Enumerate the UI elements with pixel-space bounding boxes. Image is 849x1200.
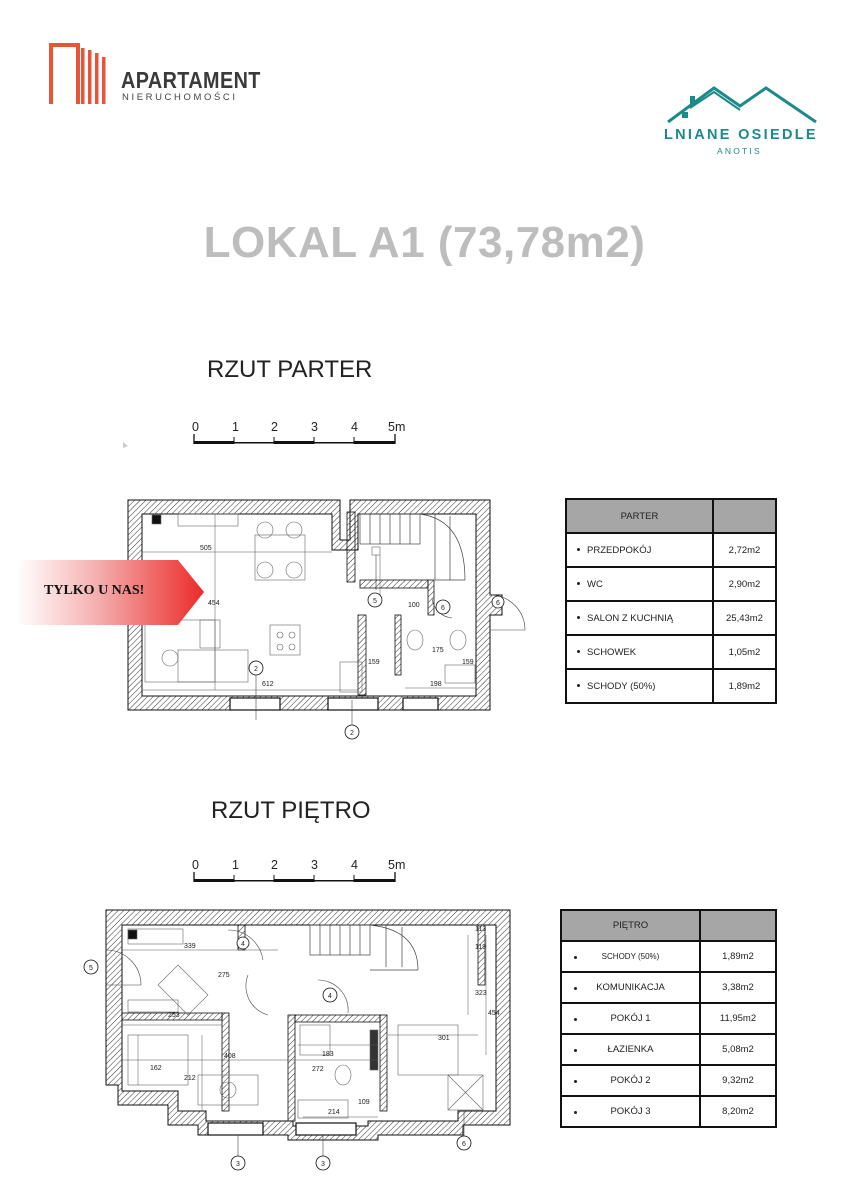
room-name: SALON Z KUCHNIĄ — [587, 612, 674, 624]
table-row — [566, 533, 776, 567]
table-header-empty — [700, 910, 776, 941]
table-header: PIĘTRO — [561, 910, 700, 941]
table-row — [561, 1034, 776, 1065]
table-row — [566, 567, 776, 601]
parter-dim: 612 — [262, 681, 274, 688]
parter-dim: 454 — [208, 600, 220, 607]
parter-marker: 2 — [254, 666, 258, 673]
pietro-dim: 454 — [488, 1010, 500, 1017]
page-title: LOKAL A1 (73,78m2) — [203, 218, 646, 267]
scale-label: 4 — [351, 858, 358, 872]
parter-dim: 159 — [368, 659, 380, 666]
promo-badge — [16, 560, 206, 625]
pietro-dim: 301 — [438, 1035, 450, 1042]
pietro-dim: 253 — [168, 1012, 180, 1019]
bullet-icon — [577, 616, 580, 619]
room-area: 2,72m2 — [713, 533, 776, 567]
bullet-icon — [574, 1018, 577, 1021]
table-row — [566, 635, 776, 669]
pietro-dim: 272 — [312, 1066, 324, 1073]
scale-label: 3 — [311, 858, 318, 872]
parter-marker: 2 — [350, 730, 354, 737]
pietro-marker: 6 — [462, 1141, 466, 1148]
table-row — [561, 1065, 776, 1096]
room-name: SCHOWEK — [587, 646, 637, 658]
room-area: 3,38m2 — [700, 972, 776, 1003]
parter-marker: 6 — [496, 600, 500, 607]
bullet-icon — [574, 956, 577, 959]
table-row — [566, 669, 776, 703]
bullet-icon — [577, 548, 580, 551]
scale-label: 0 — [192, 420, 199, 434]
bullet-icon — [577, 684, 580, 687]
room-area: 9,32m2 — [700, 1065, 776, 1096]
pietro-marker: 3 — [236, 1161, 240, 1168]
pietro-dim: 275 — [218, 972, 230, 979]
pietro-floor-plan — [78, 905, 518, 1175]
bullet-icon — [574, 1080, 577, 1083]
room-area: 11,95m2 — [700, 1003, 776, 1034]
apartament-logo-subtitle: NIERUCHOMOŚCI — [122, 92, 238, 103]
room-area: 1,89m2 — [713, 669, 776, 703]
lniane-logo-subtitle: ANOTIS — [717, 146, 762, 156]
room-name: ŁAZIENKA — [607, 1044, 654, 1055]
bullet-icon — [574, 987, 577, 990]
room-name: POKÓJ 3 — [610, 1106, 651, 1117]
pietro-marker: 4 — [241, 941, 245, 948]
parter-dim: 100 — [408, 602, 420, 609]
room-name: WC — [587, 578, 603, 590]
table-header-row — [561, 910, 776, 941]
pietro-dim: 323 — [475, 990, 487, 997]
room-name: SCHODY (50%) — [601, 952, 660, 961]
table-row — [561, 972, 776, 1003]
pietro-dim: 214 — [328, 1109, 340, 1116]
pietro-marker: 3 — [321, 1161, 325, 1168]
pietro-room-table — [560, 909, 777, 1128]
table-header-row — [566, 499, 776, 533]
badge-text: TYLKO U NAS! — [44, 583, 145, 598]
pietro-dim: 408 — [224, 1053, 236, 1060]
pietro-dim: 339 — [184, 943, 196, 950]
parter-title: RZUT PARTER — [207, 356, 373, 383]
bullet-icon — [577, 650, 580, 653]
table-header: PARTER — [566, 499, 713, 533]
pietro-dim: 183 — [322, 1051, 334, 1058]
parter-dim: 159 — [462, 659, 474, 666]
room-area: 5,08m2 — [700, 1034, 776, 1065]
pietro-dim: 212 — [184, 1075, 196, 1082]
scale-label: 5m — [388, 420, 406, 434]
lniane-logo-name: LNIANE OSIEDLE — [664, 127, 818, 143]
bullet-icon — [577, 582, 580, 585]
apartament-logo-name: APARTAMENT — [121, 67, 261, 93]
bullet-icon — [574, 1111, 577, 1114]
parter-marker: 5 — [373, 598, 377, 605]
room-area: 1,89m2 — [700, 941, 776, 972]
scale-label: 2 — [271, 858, 278, 872]
pietro-dim: 119 — [475, 944, 487, 951]
room-area: 8,20m2 — [700, 1096, 776, 1127]
pietro-marker: 4 — [328, 993, 332, 1000]
scale-label: 1 — [232, 420, 239, 434]
pietro-dim: 162 — [150, 1065, 162, 1072]
pietro-scale-bar — [192, 858, 407, 888]
parter-dim: 175 — [432, 647, 444, 654]
house-roof-icon — [660, 82, 820, 126]
scale-label: 3 — [311, 420, 318, 434]
room-name: POKÓJ 1 — [610, 1013, 651, 1024]
room-name: SCHODY (50%) — [587, 680, 656, 692]
lniane-osiedle-logo — [660, 82, 820, 162]
room-area: 25,43m2 — [713, 601, 776, 635]
room-name: KOMUNIKACJA — [596, 982, 665, 993]
scale-label: 5m — [388, 858, 406, 872]
table-row — [561, 941, 776, 972]
apartament-logo — [48, 42, 261, 108]
table-header-empty — [713, 499, 776, 533]
pietro-dim: 109 — [358, 1099, 370, 1106]
pietro-title: RZUT PIĘTRO — [211, 797, 371, 824]
parter-dim: 505 — [200, 545, 212, 552]
scale-label: 4 — [351, 420, 358, 434]
parter-room-table — [565, 498, 777, 704]
scale-label: 1 — [232, 858, 239, 872]
scale-label: 0 — [192, 858, 199, 872]
room-area: 1,05m2 — [713, 635, 776, 669]
table-row — [561, 1096, 776, 1127]
table-row — [566, 601, 776, 635]
parter-marker: 6 — [441, 605, 445, 612]
pietro-dim: 113 — [475, 926, 487, 933]
apartament-logo-mark — [48, 42, 112, 106]
table-row — [561, 1003, 776, 1034]
bullet-icon — [574, 1049, 577, 1052]
scale-label: 2 — [271, 420, 278, 434]
room-name: PRZEDPOKÓJ — [587, 544, 652, 556]
pietro-marker: 5 — [89, 965, 93, 972]
room-area: 2,90m2 — [713, 567, 776, 601]
room-name: POKÓJ 2 — [610, 1075, 651, 1086]
parter-dim: 198 — [430, 681, 442, 688]
